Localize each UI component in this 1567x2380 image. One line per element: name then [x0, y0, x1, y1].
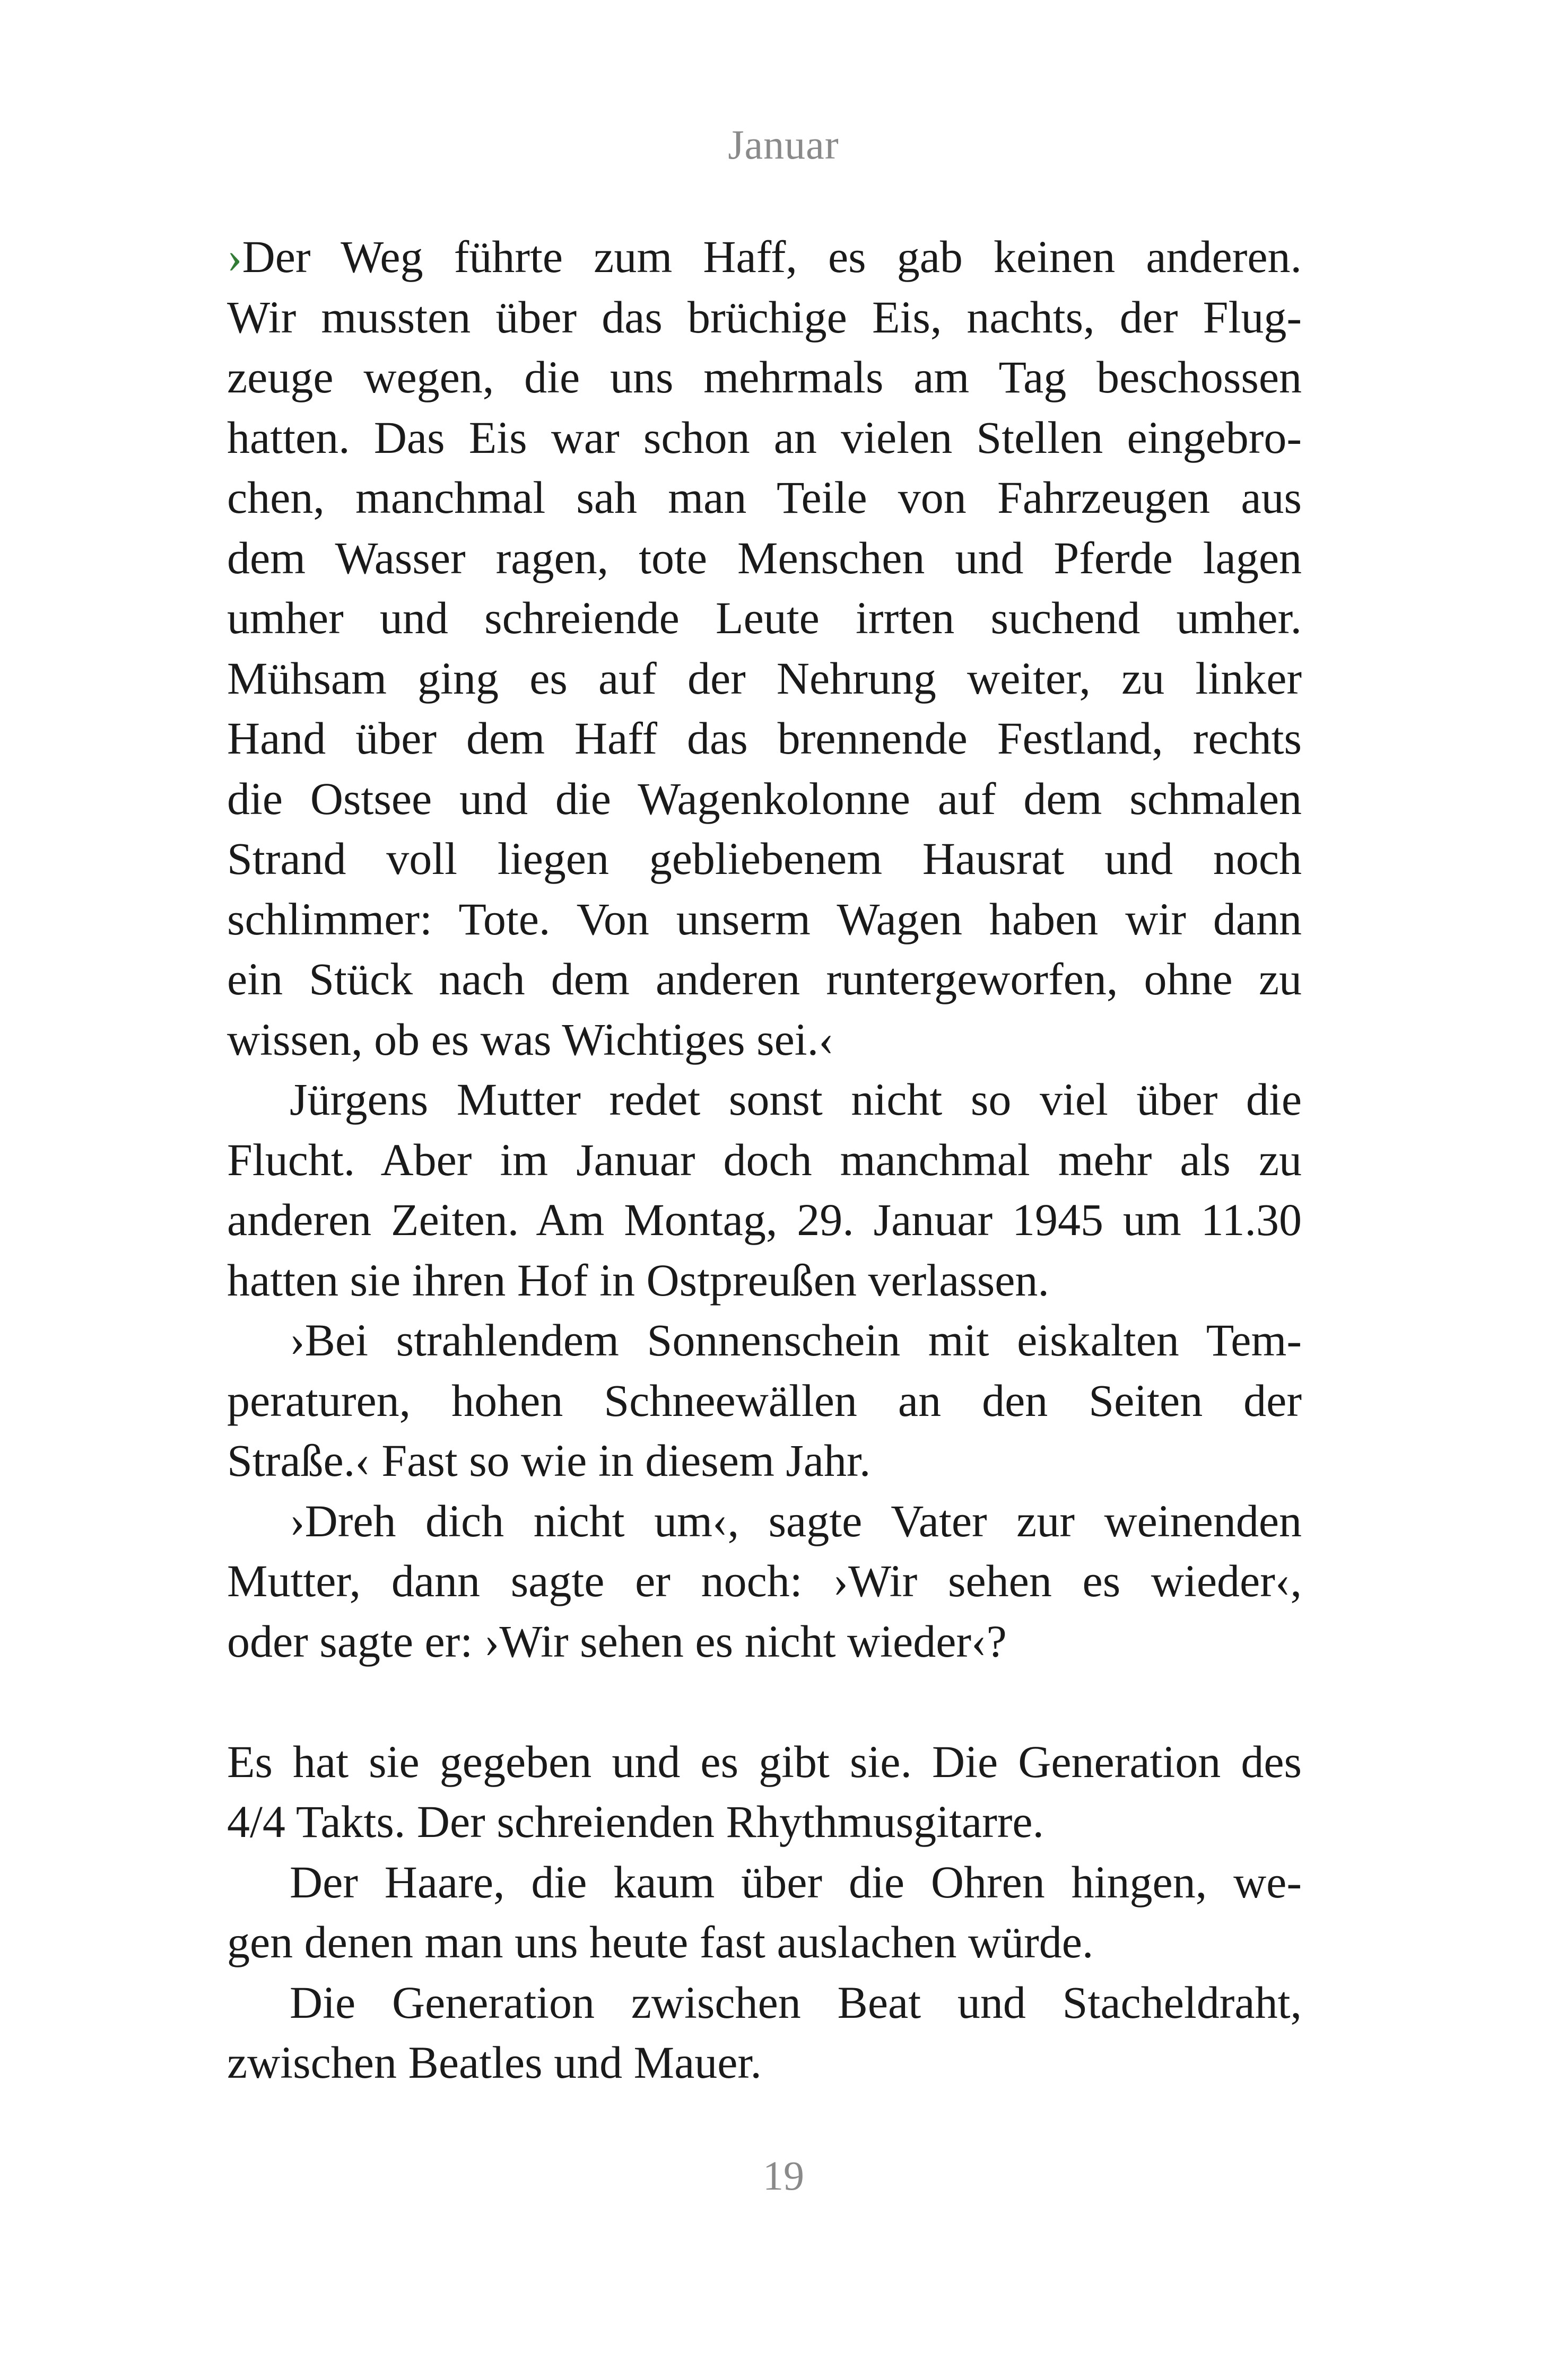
text-line: schlimmer: Tote. Von unserm Wagen haben wir dann [227, 893, 1302, 944]
text-line: Es hat sie gegeben und es gibt sie. Die Generation des [227, 1736, 1302, 1787]
text-line: hatten. Das Eis war schon an vielen Stellen eingebro- [227, 412, 1302, 463]
text-line: Die Generation zwischen Beat und Stacheldraht, [290, 1976, 1302, 2028]
text-line: Mutter, dann sagte er noch: ›Wir sehen es wieder‹, [227, 1555, 1302, 1606]
text-line: ›Bei strahlendem Sonnenschein mit eiskalten Tem- [290, 1315, 1302, 1366]
text-line: 4/4 Takts. Der schreienden Rhythmusgitarre. [227, 1796, 1044, 1847]
text-line: die Ostsee und die Wagenkolonne auf dem schmalen [227, 773, 1302, 824]
running-head: Januar [728, 121, 839, 168]
text-line: gen denen man uns heute fast auslachen würde. [227, 1917, 1094, 1967]
text-line: umher und schreiende Leute irrten suchend umher. [227, 592, 1302, 643]
page-number: 19 [763, 2152, 804, 2199]
text-line: Der Haare, die kaum über die Ohren hingen, we- [290, 1856, 1302, 1908]
text-line: Mühsam ging es auf der Nehrung weiter, zu linker [227, 652, 1302, 704]
opening-quote-mark: › [227, 231, 242, 282]
text-line: Jürgens Mutter redet sonst nicht so viel über die [290, 1074, 1302, 1125]
text-line: Wir mussten über das brüchige Eis, nachts, der Flug- [227, 291, 1302, 343]
text-line: wissen, ob es was Wichtiges sei.‹ [227, 1013, 834, 1065]
text-line: ein Stück nach dem anderen runtergeworfen, ohne zu [227, 953, 1302, 1004]
text-line: Straße.‹ Fast so wie in diesem Jahr. [227, 1435, 871, 1486]
text-line: Hand über dem Haff das brennende Festland, rechts [227, 713, 1302, 764]
text-line: zwischen Beatles und Mauer. [227, 2037, 762, 2088]
text-line: chen, manchmal sah man Teile von Fahrzeugen aus [227, 472, 1302, 523]
text-line: dem Wasser ragen, tote Menschen und Pferde lagen [227, 532, 1302, 583]
text-line: ›Der Weg führte zum Haff, es gab keinen anderen. [227, 231, 1302, 282]
text-line: anderen Zeiten. Am Montag, 29. Januar 1945 um 11.30 [227, 1194, 1302, 1245]
text-line: ›Dreh dich nicht um‹, sagte Vater zur weinenden [290, 1495, 1302, 1546]
text-line: peraturen, hohen Schneewällen an den Seiten der [227, 1375, 1302, 1426]
body-text [227, 227, 1302, 2093]
section-break [227, 1672, 1302, 1732]
text-line: hatten sie ihren Hof in Ostpreußen verlassen. [227, 1254, 1049, 1306]
text-line: zeuge wegen, die uns mehrmals am Tag beschossen [227, 352, 1302, 402]
text-line: oder sagte er: ›Wir sehen es nicht wieder‹? [227, 1615, 1007, 1667]
text-line: Flucht. Aber im Januar doch manchmal mehr als zu [227, 1134, 1302, 1185]
text-line: Strand voll liegen gebliebenem Hausrat und noch [227, 833, 1302, 884]
